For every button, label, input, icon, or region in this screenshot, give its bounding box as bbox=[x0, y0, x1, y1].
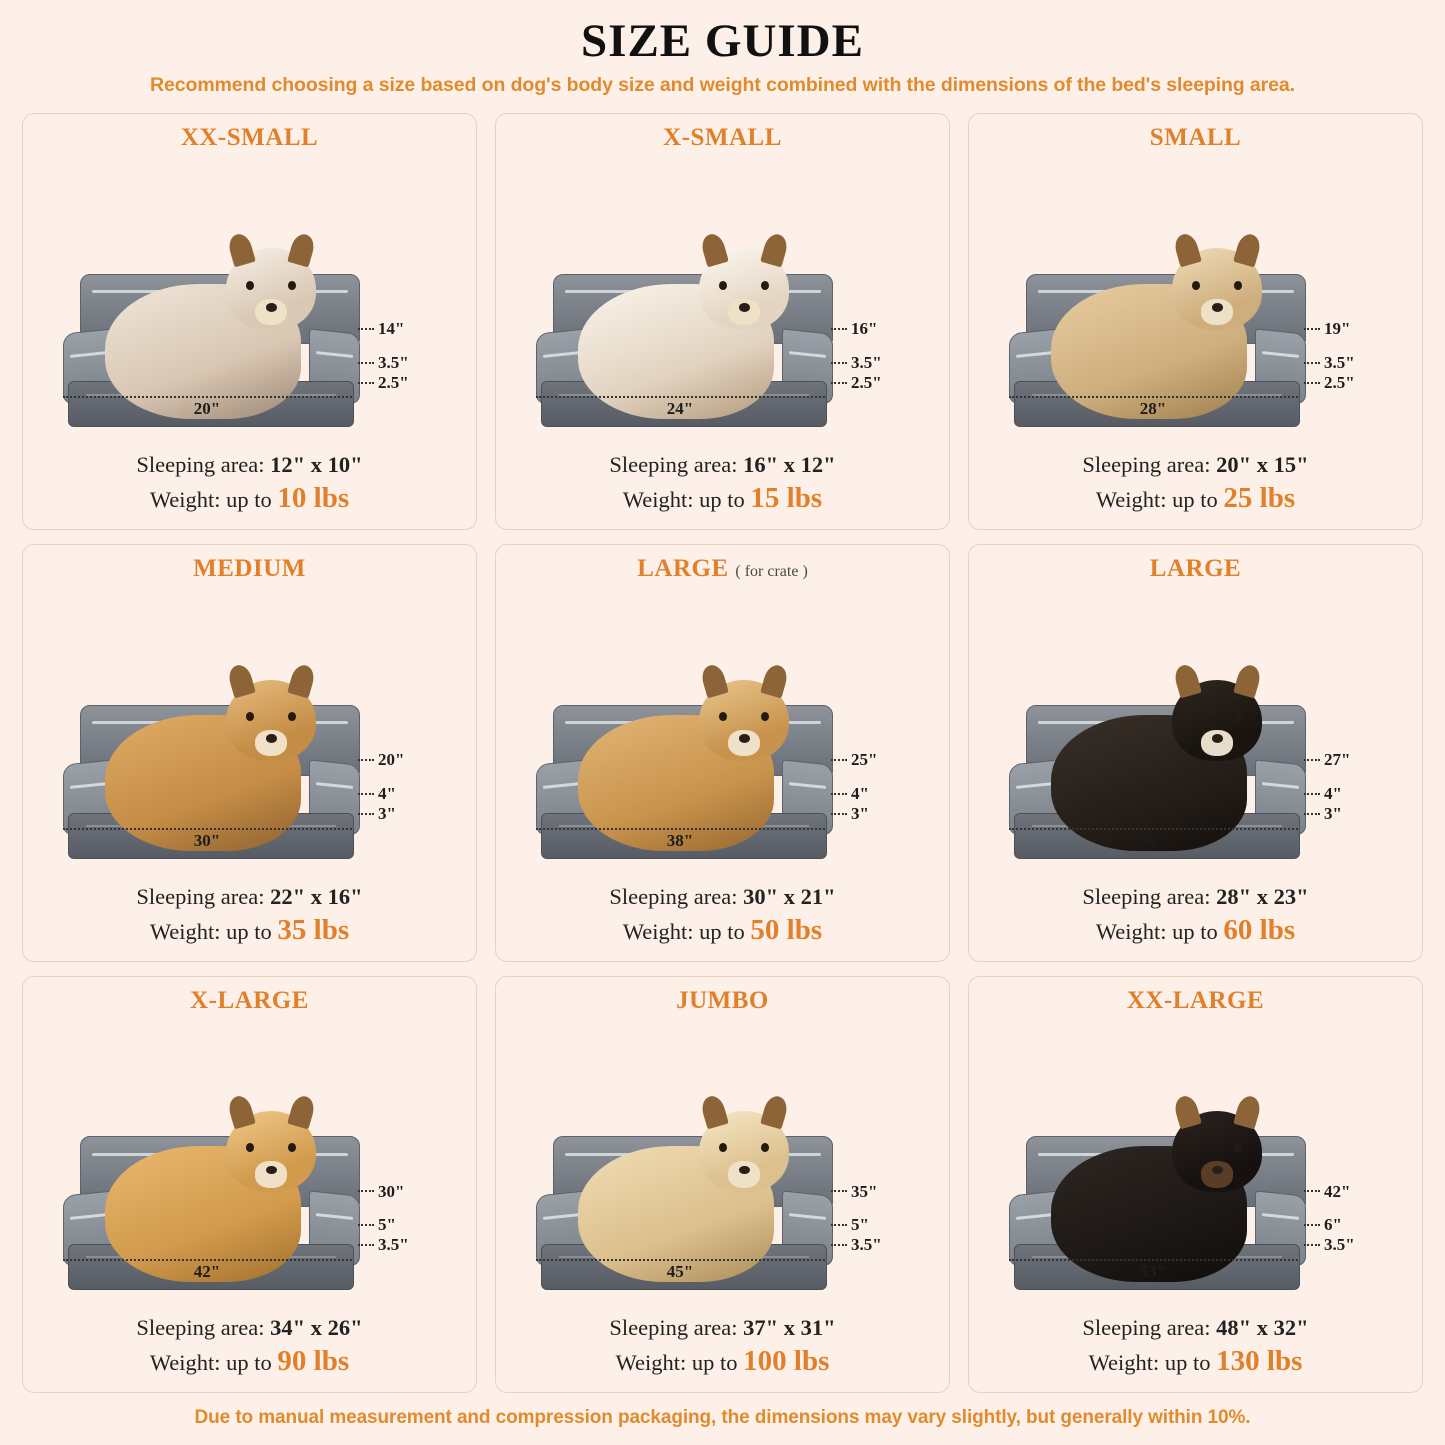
pet-right-eye bbox=[288, 281, 296, 290]
sleeping-area-value: 16" x 12" bbox=[743, 452, 836, 478]
sleeping-area-line bbox=[983, 1314, 1408, 1343]
page-title: SIZE GUIDE bbox=[581, 15, 864, 67]
width-value: 42" bbox=[193, 1262, 221, 1282]
pet-left-ear bbox=[699, 662, 728, 698]
pet-right-ear bbox=[760, 662, 789, 698]
width-value: 30" bbox=[193, 830, 221, 850]
size-card-title bbox=[510, 987, 935, 1015]
mattress-height-value: 2.5" bbox=[851, 372, 882, 392]
bolster-height-value: 5" bbox=[378, 1215, 396, 1235]
total-height-value: 20" bbox=[378, 750, 405, 770]
mattress-height-value: 3.5" bbox=[1324, 1235, 1355, 1255]
sleeping-area-value: 28" x 23" bbox=[1216, 883, 1309, 909]
height-dimension-group bbox=[358, 751, 460, 823]
sleeping-area-value: 12" x 10" bbox=[270, 452, 363, 478]
size-card-large bbox=[968, 544, 1423, 961]
total-height-dimension bbox=[831, 751, 933, 769]
weight-line bbox=[37, 480, 462, 517]
pet-left-eye bbox=[246, 712, 254, 721]
height-dimension-group bbox=[1304, 1183, 1406, 1255]
size-card-title bbox=[37, 555, 462, 583]
size-name: MEDIUM bbox=[193, 555, 306, 583]
weight-label: Weight: bbox=[622, 918, 694, 944]
mattress-height-value: 3" bbox=[378, 803, 396, 823]
weight-label: Weight: bbox=[1088, 1349, 1160, 1375]
size-note: ( for crate ) bbox=[735, 563, 808, 581]
weight-upto-label: up to bbox=[1164, 1349, 1211, 1375]
sleeping-area-line bbox=[37, 883, 462, 912]
bolster-height-value: 3.5" bbox=[851, 352, 882, 372]
size-specs bbox=[983, 883, 1408, 949]
mattress-height-dimension bbox=[831, 805, 933, 823]
weight-value: 50 lbs bbox=[750, 913, 823, 946]
sleeping-area-line bbox=[510, 1314, 935, 1343]
size-specs bbox=[510, 451, 935, 517]
width-dimension-line bbox=[63, 828, 352, 830]
width-dimension-line bbox=[536, 1259, 825, 1261]
pet-left-eye bbox=[1192, 1143, 1200, 1152]
size-card-x-large bbox=[22, 976, 477, 1393]
sleeping-area-value: 30" x 21" bbox=[743, 883, 836, 909]
weight-upto-label: up to bbox=[226, 1349, 272, 1375]
size-specs bbox=[37, 1314, 462, 1380]
pet-left-eye bbox=[1192, 712, 1200, 721]
pet-head bbox=[1172, 248, 1262, 330]
pet-right-eye bbox=[288, 1143, 296, 1152]
pet-right-eye bbox=[761, 1143, 769, 1152]
total-height-value: 27" bbox=[1324, 750, 1351, 770]
width-dimension bbox=[1009, 396, 1298, 419]
bolster-height-value: 4" bbox=[378, 784, 396, 804]
width-value: 45" bbox=[666, 1262, 694, 1282]
bed-illustration bbox=[983, 585, 1408, 880]
pet-right-ear bbox=[287, 231, 316, 267]
mattress-height-dimension bbox=[358, 805, 460, 823]
pet-right-ear bbox=[760, 1094, 789, 1130]
width-value: 36" bbox=[1139, 830, 1167, 850]
pet-head bbox=[699, 680, 789, 762]
sleeping-area-line bbox=[37, 1314, 462, 1343]
total-height-dimension bbox=[1304, 1183, 1406, 1201]
size-card-jumbo bbox=[495, 976, 950, 1393]
weight-value: 100 lbs bbox=[743, 1344, 830, 1377]
bolster-height-value: 3.5" bbox=[378, 352, 409, 372]
height-dimension-group bbox=[358, 1183, 460, 1255]
total-height-value: 25" bbox=[851, 750, 878, 770]
bed-illustration bbox=[510, 154, 935, 449]
bed-illustration bbox=[37, 1017, 462, 1312]
weight-upto-label: up to bbox=[226, 487, 272, 513]
size-card-title bbox=[37, 987, 462, 1015]
mattress-height-value: 3" bbox=[1324, 803, 1342, 823]
size-card-title bbox=[510, 124, 935, 152]
weight-value: 35 lbs bbox=[277, 913, 350, 946]
pet-right-ear bbox=[287, 662, 316, 698]
height-dimension-group bbox=[831, 320, 933, 392]
bed-illustration bbox=[37, 585, 462, 880]
size-specs bbox=[983, 451, 1408, 517]
weight-label: Weight: bbox=[615, 1349, 687, 1375]
weight-label: Weight: bbox=[149, 918, 221, 944]
weight-value: 10 lbs bbox=[277, 482, 350, 515]
bolster-height-value: 4" bbox=[1324, 784, 1342, 804]
width-dimension bbox=[1009, 828, 1298, 851]
weight-line bbox=[983, 480, 1408, 517]
mattress-height-dimension bbox=[1304, 374, 1406, 392]
sleeping-area-value: 20" x 15" bbox=[1216, 452, 1309, 478]
width-dimension-line bbox=[1009, 396, 1298, 398]
size-name: JUMBO bbox=[676, 986, 769, 1014]
bolster-height-dimension bbox=[1304, 354, 1406, 372]
weight-value: 130 lbs bbox=[1216, 1344, 1303, 1377]
total-height-value: 35" bbox=[851, 1181, 878, 1201]
weight-line bbox=[983, 912, 1408, 949]
weight-line bbox=[510, 1343, 935, 1380]
size-card-title bbox=[510, 555, 935, 583]
total-height-dimension bbox=[831, 1183, 933, 1201]
weight-label: Weight: bbox=[1095, 487, 1167, 513]
mattress-height-value: 2.5" bbox=[1324, 372, 1355, 392]
width-dimension bbox=[63, 396, 352, 419]
height-dimension-group bbox=[1304, 751, 1406, 823]
mattress-height-value: 2.5" bbox=[378, 372, 409, 392]
page-subtitle: Recommend choosing a size based on dog's body size and weight combined with the dimensions of the bed's sleeping area. bbox=[150, 74, 1295, 96]
mattress-height-dimension bbox=[831, 1236, 933, 1254]
width-dimension-line bbox=[1009, 1259, 1298, 1261]
total-height-value: 30" bbox=[378, 1181, 405, 1201]
size-card-title bbox=[983, 987, 1408, 1015]
sleeping-area-label: Sleeping area: bbox=[136, 883, 265, 909]
size-name: XX-LARGE bbox=[1126, 986, 1265, 1014]
mattress-height-dimension bbox=[1304, 1236, 1406, 1254]
bed-illustration bbox=[37, 154, 462, 449]
total-height-dimension bbox=[358, 1183, 460, 1201]
pet-right-ear bbox=[1233, 1094, 1262, 1130]
size-card-grid bbox=[22, 113, 1423, 1393]
pet-right-eye bbox=[761, 281, 769, 290]
bolster-height-value: 5" bbox=[851, 1215, 869, 1235]
total-height-dimension bbox=[358, 320, 460, 338]
sleeping-area-label: Sleeping area: bbox=[1082, 1315, 1211, 1341]
weight-line bbox=[37, 912, 462, 949]
pet-left-eye bbox=[719, 712, 727, 721]
size-card-title bbox=[37, 124, 462, 152]
pet-head bbox=[1172, 680, 1262, 762]
pet-left-eye bbox=[246, 281, 254, 290]
mattress-height-dimension bbox=[358, 374, 460, 392]
pet-right-ear bbox=[1233, 662, 1262, 698]
width-dimension bbox=[536, 1259, 825, 1282]
size-specs bbox=[37, 883, 462, 949]
weight-upto-label: up to bbox=[699, 487, 745, 513]
weight-value: 25 lbs bbox=[1223, 482, 1296, 515]
width-dimension bbox=[1009, 1259, 1298, 1282]
width-dimension-line bbox=[63, 1259, 352, 1261]
width-value: 53" bbox=[1139, 1262, 1167, 1282]
size-name: LARGE bbox=[1149, 555, 1242, 583]
bolster-height-dimension bbox=[358, 354, 460, 372]
pet-left-ear bbox=[226, 231, 255, 267]
weight-upto-label: up to bbox=[699, 918, 745, 944]
size-name: XX-SMALL bbox=[180, 124, 319, 151]
weight-label: Weight: bbox=[149, 487, 221, 513]
weight-value: 90 lbs bbox=[277, 1344, 350, 1377]
width-dimension-line bbox=[63, 396, 352, 398]
mattress-height-dimension bbox=[831, 374, 933, 392]
pet-left-eye bbox=[1192, 281, 1200, 290]
width-dimension bbox=[536, 828, 825, 851]
width-dimension bbox=[63, 1259, 352, 1282]
sleeping-area-label: Sleeping area: bbox=[136, 452, 265, 478]
size-name: SMALL bbox=[1149, 124, 1242, 151]
sleeping-area-line bbox=[510, 883, 935, 912]
pet-head bbox=[226, 1111, 316, 1193]
height-dimension-group bbox=[831, 1183, 933, 1255]
width-dimension-line bbox=[536, 828, 825, 830]
pet-right-eye bbox=[288, 712, 296, 721]
total-height-dimension bbox=[831, 320, 933, 338]
pet-right-eye bbox=[1234, 712, 1242, 721]
weight-upto-label: up to bbox=[1172, 487, 1218, 513]
total-height-value: 14" bbox=[378, 318, 405, 338]
bed-illustration bbox=[510, 585, 935, 880]
sleeping-area-value: 48" x 32" bbox=[1216, 1315, 1309, 1341]
bolster-height-dimension bbox=[831, 785, 933, 803]
weight-upto-label: up to bbox=[1172, 918, 1218, 944]
sleeping-area-label: Sleeping area: bbox=[609, 1315, 738, 1341]
bolster-height-dimension bbox=[358, 1216, 460, 1234]
height-dimension-group bbox=[358, 320, 460, 392]
pet-right-ear bbox=[287, 1094, 316, 1130]
pet-left-ear bbox=[699, 1094, 728, 1130]
weight-line bbox=[37, 1343, 462, 1380]
pet-right-eye bbox=[1234, 281, 1242, 290]
total-height-value: 16" bbox=[851, 318, 878, 338]
sleeping-area-value: 34" x 26" bbox=[270, 1315, 363, 1341]
pet-left-ear bbox=[1172, 662, 1201, 698]
width-value: 38" bbox=[666, 830, 694, 850]
pet-right-eye bbox=[1234, 1143, 1242, 1152]
size-name: X-LARGE bbox=[190, 986, 309, 1014]
pet-head bbox=[699, 1111, 789, 1193]
size-name: LARGE bbox=[637, 555, 729, 583]
total-height-dimension bbox=[1304, 751, 1406, 769]
width-dimension-line bbox=[1009, 828, 1298, 830]
sleeping-area-label: Sleeping area: bbox=[136, 1315, 265, 1341]
height-dimension-group bbox=[831, 751, 933, 823]
sleeping-area-label: Sleeping area: bbox=[1082, 452, 1211, 478]
pet-right-ear bbox=[760, 231, 789, 267]
pet-left-ear bbox=[1172, 1094, 1201, 1130]
sleeping-area-value: 37" x 31" bbox=[743, 1315, 836, 1341]
pet-left-eye bbox=[719, 1143, 727, 1152]
weight-label: Weight: bbox=[1095, 918, 1167, 944]
mattress-height-value: 3.5" bbox=[378, 1235, 409, 1255]
bolster-height-dimension bbox=[831, 354, 933, 372]
weight-line bbox=[510, 912, 935, 949]
size-card-xx-small bbox=[22, 113, 477, 530]
pet-head bbox=[226, 680, 316, 762]
pet-left-ear bbox=[1172, 231, 1201, 267]
pet-left-eye bbox=[246, 1143, 254, 1152]
bed-illustration bbox=[983, 154, 1408, 449]
pet-left-ear bbox=[226, 662, 255, 698]
sleeping-area-label: Sleeping area: bbox=[1082, 883, 1211, 909]
pet-nose bbox=[1212, 303, 1224, 312]
pet-left-ear bbox=[699, 231, 728, 267]
bolster-height-dimension bbox=[358, 785, 460, 803]
size-card-large-crate bbox=[495, 544, 950, 961]
bolster-height-value: 6" bbox=[1324, 1215, 1342, 1235]
sleeping-area-label: Sleeping area: bbox=[609, 883, 738, 909]
total-height-dimension bbox=[1304, 320, 1406, 338]
pet-nose bbox=[266, 303, 278, 312]
sleeping-area-label: Sleeping area: bbox=[609, 452, 738, 478]
mattress-height-dimension bbox=[358, 1236, 460, 1254]
width-value: 28" bbox=[1139, 399, 1167, 419]
width-dimension bbox=[536, 396, 825, 419]
sleeping-area-line bbox=[983, 883, 1408, 912]
pet-nose bbox=[739, 303, 751, 312]
width-value: 24" bbox=[666, 399, 694, 419]
pet-head bbox=[699, 248, 789, 330]
bolster-height-dimension bbox=[1304, 785, 1406, 803]
sleeping-area-line bbox=[983, 451, 1408, 480]
height-dimension-group bbox=[1304, 320, 1406, 392]
weight-upto-label: up to bbox=[226, 918, 272, 944]
mattress-height-value: 3" bbox=[851, 803, 869, 823]
size-name: X-SMALL bbox=[663, 124, 782, 151]
size-card-title bbox=[983, 124, 1408, 152]
width-dimension-line bbox=[536, 396, 825, 398]
pet-head bbox=[226, 248, 316, 330]
pet-right-ear bbox=[1233, 231, 1262, 267]
sleeping-area-line bbox=[510, 451, 935, 480]
weight-line bbox=[983, 1343, 1408, 1380]
bed-illustration bbox=[983, 1017, 1408, 1312]
mattress-height-value: 3.5" bbox=[851, 1235, 882, 1255]
weight-label: Weight: bbox=[622, 487, 694, 513]
size-card-medium bbox=[22, 544, 477, 961]
weight-value: 60 lbs bbox=[1223, 913, 1296, 946]
weight-line bbox=[510, 480, 935, 517]
weight-value: 15 lbs bbox=[750, 482, 823, 515]
bolster-height-dimension bbox=[1304, 1216, 1406, 1234]
sleeping-area-line bbox=[37, 451, 462, 480]
total-height-dimension bbox=[358, 751, 460, 769]
pet-right-eye bbox=[761, 712, 769, 721]
weight-upto-label: up to bbox=[691, 1349, 738, 1375]
pet-head bbox=[1172, 1111, 1262, 1193]
size-card-x-small bbox=[495, 113, 950, 530]
width-value: 20" bbox=[193, 399, 221, 419]
size-card-title bbox=[983, 555, 1408, 583]
size-specs bbox=[510, 883, 935, 949]
footer-note: Due to manual measurement and compression packaging, the dimensions may vary slightly, but generally within 10%. bbox=[194, 1407, 1251, 1428]
weight-label: Weight: bbox=[149, 1349, 221, 1375]
bolster-height-dimension bbox=[831, 1216, 933, 1234]
width-dimension bbox=[63, 828, 352, 851]
total-height-value: 19" bbox=[1324, 318, 1351, 338]
mattress-height-dimension bbox=[1304, 805, 1406, 823]
pet-left-ear bbox=[226, 1094, 255, 1130]
size-specs bbox=[510, 1314, 935, 1380]
bolster-height-value: 3.5" bbox=[1324, 352, 1355, 372]
size-specs bbox=[37, 451, 462, 517]
bed-illustration bbox=[510, 1017, 935, 1312]
total-height-value: 42" bbox=[1324, 1181, 1351, 1201]
bolster-height-value: 4" bbox=[851, 784, 869, 804]
size-card-small bbox=[968, 113, 1423, 530]
sleeping-area-value: 22" x 16" bbox=[270, 883, 363, 909]
size-card-xx-large bbox=[968, 976, 1423, 1393]
pet-left-eye bbox=[719, 281, 727, 290]
size-specs bbox=[983, 1314, 1408, 1380]
